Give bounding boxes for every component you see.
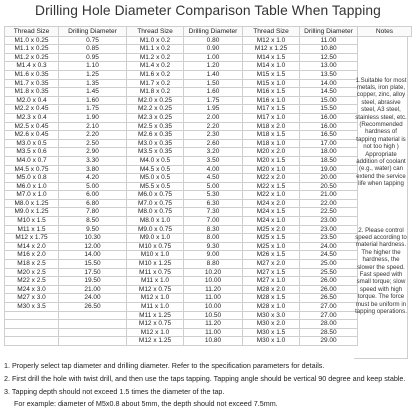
thread-size-cell: M30 x 3.5 <box>4 303 59 312</box>
thread-size-cell: M28 x 2.0 <box>243 286 300 295</box>
thread-size-cell: M25 x 2.0 <box>243 226 300 235</box>
drilling-diameter-cell: 4.50 <box>184 174 243 183</box>
drilling-diameter-cell: 2.00 <box>184 114 243 123</box>
drilling-diameter-cell: 20.00 <box>300 174 358 183</box>
table-row <box>4 269 412 278</box>
thread-size-cell <box>4 312 59 321</box>
thread-size-cell: M20 x 1.0 <box>243 166 300 175</box>
drilling-diameter-cell: 1.60 <box>59 97 127 106</box>
thread-size-cell: M5.0 x 0.8 <box>4 174 59 183</box>
drilling-diameter-cell: 28.50 <box>300 329 358 338</box>
drilling-diameter-cell: 1.45 <box>59 88 127 97</box>
table-row <box>4 226 412 235</box>
drilling-diameter-cell: 10.20 <box>184 269 243 278</box>
drilling-diameter-cell: 16.50 <box>300 131 358 140</box>
thread-size-cell: M1.0 x 0.25 <box>4 37 59 46</box>
drilling-diameter-cell: 12.00 <box>59 243 127 252</box>
drilling-diameter-cell: 18.50 <box>300 157 358 166</box>
thread-size-cell: M2.5 x 0.35 <box>127 123 184 132</box>
drilling-diameter-cell: 14.50 <box>300 88 358 97</box>
drilling-diameter-cell: 27.00 <box>300 312 358 321</box>
note-1: 1.Suitable for most metals, iron plate, copper, zinc, alloy steel, abrasive steel, A3 steel, stainless steel, etc.(Recommended hardness of tapping material is not too high ) Appropriate addition of coolant (e.g., water) can extend the service life when tapping <box>355 76 407 188</box>
thread-size-cell: M11 x 1.25 <box>127 312 184 321</box>
thread-size-cell: M10 x 1.0 <box>127 251 184 260</box>
thread-size-cell: M28 x 1.0 <box>243 303 300 312</box>
drilling-diameter-cell: 1.60 <box>184 88 243 97</box>
drilling-table <box>4 26 412 346</box>
drilling-diameter-cell: 23.50 <box>300 234 358 243</box>
drilling-diameter-cell: 24.50 <box>300 251 358 260</box>
drilling-diameter-cell: 22.50 <box>300 208 358 217</box>
drilling-diameter-cell: 1.20 <box>184 62 243 71</box>
thread-size-cell: M4.0 x 0.5 <box>127 157 184 166</box>
drilling-diameter-cell: 2.10 <box>59 123 127 132</box>
thread-size-cell: M20 x 2.5 <box>4 269 59 278</box>
thread-size-cell: M7.0 x 1.0 <box>4 191 59 200</box>
table-row <box>4 105 412 114</box>
header-drilling-diameter-2: Drilling Diameter <box>184 26 243 37</box>
drilling-diameter-cell: 15.50 <box>59 260 127 269</box>
drilling-diameter-cell: 14.00 <box>59 251 127 260</box>
thread-size-cell: M6.0 x 0.75 <box>127 191 184 200</box>
drilling-diameter-cell: 5.00 <box>59 183 127 192</box>
drilling-diameter-cell: 10.00 <box>184 277 243 286</box>
table-row <box>4 54 412 63</box>
thread-size-cell: M15 x 1.0 <box>243 80 300 89</box>
table-row <box>4 157 412 166</box>
footer-line-3: 3. Tapping depth should not exceed 1.5 times the diameter of the tap. <box>4 387 225 396</box>
thread-size-cell: M18 x 1.0 <box>243 140 300 149</box>
header-notes: Notes <box>358 26 412 37</box>
drilling-diameter-cell <box>59 320 127 329</box>
table-row <box>4 114 412 123</box>
thread-size-cell: M27 x 3.0 <box>4 294 59 303</box>
thread-size-cell: M8.0 x 1.25 <box>4 200 59 209</box>
thread-size-cell: M17 x 1.5 <box>243 105 300 114</box>
drilling-diameter-cell: 3.80 <box>59 166 127 175</box>
drilling-diameter-cell: 23.00 <box>300 217 358 226</box>
drilling-diameter-cell: 11.00 <box>184 329 243 338</box>
thread-size-cell: M8.0 x 1.0 <box>127 217 184 226</box>
drilling-diameter-cell: 20.50 <box>300 183 358 192</box>
thread-size-cell: M2.6 x 0.35 <box>127 131 184 140</box>
drilling-diameter-cell: 26.50 <box>59 303 127 312</box>
thread-size-cell: M1.8 x 0.2 <box>127 88 184 97</box>
footer-line-2: 2. First drill the hole with twist drill, and then use the taps tapping. Tapping angle should be vertical 90 degree and keep stable. <box>4 374 406 383</box>
table-row <box>4 62 412 71</box>
drilling-diameter-cell: 2.20 <box>184 123 243 132</box>
thread-size-cell: M5.5 x 0.5 <box>127 183 184 192</box>
thread-size-cell: M16 x 2.0 <box>4 251 59 260</box>
drilling-diameter-cell: 4.00 <box>184 166 243 175</box>
thread-size-cell: M2.5 x 0.45 <box>4 123 59 132</box>
thread-size-cell: M12 x 1.0 <box>243 37 300 46</box>
table-row <box>4 277 412 286</box>
drilling-diameter-cell: 2.60 <box>184 140 243 149</box>
thread-size-cell: M16 x 1.5 <box>243 88 300 97</box>
drilling-diameter-cell: 6.80 <box>59 200 127 209</box>
drilling-diameter-cell: 12.50 <box>300 54 358 63</box>
thread-size-cell: M28 x 1.5 <box>243 294 300 303</box>
drilling-diameter-cell: 3.20 <box>184 148 243 157</box>
table-row <box>4 251 412 260</box>
thread-size-cell: M9.0 x 1.0 <box>127 234 184 243</box>
drilling-diameter-cell: 14.00 <box>300 80 358 89</box>
drilling-diameter-cell: 2.50 <box>59 140 127 149</box>
drilling-diameter-cell: 11.00 <box>184 294 243 303</box>
drilling-diameter-cell: 16.00 <box>300 114 358 123</box>
table-row <box>4 243 412 252</box>
table-row <box>4 140 412 149</box>
thread-size-cell: M22 x 2.0 <box>243 174 300 183</box>
thread-size-cell: M12 x 0.75 <box>127 286 184 295</box>
thread-size-cell: M24 x 1.5 <box>243 208 300 217</box>
drilling-diameter-cell: 13.50 <box>300 71 358 80</box>
thread-size-cell: M18 x 1.5 <box>243 131 300 140</box>
table-row <box>4 200 412 209</box>
table-row <box>4 234 412 243</box>
thread-size-cell: M2.3 x 0.4 <box>4 114 59 123</box>
drilling-diameter-cell: 1.75 <box>59 105 127 114</box>
drilling-diameter-cell: 4.20 <box>59 174 127 183</box>
thread-size-cell: M4.5 x 0.75 <box>4 166 59 175</box>
thread-size-cell: M25 x 1.5 <box>243 234 300 243</box>
drilling-diameter-cell: 7.30 <box>184 208 243 217</box>
drilling-diameter-cell: 1.90 <box>59 114 127 123</box>
drilling-diameter-cell: 1.35 <box>59 80 127 89</box>
drilling-diameter-cell: 26.00 <box>300 286 358 295</box>
thread-size-cell: M14 x 1.0 <box>243 62 300 71</box>
thread-size-cell: M11 x 1.0 <box>127 303 184 312</box>
thread-size-cell: M8.0 x 0.75 <box>127 208 184 217</box>
thread-size-cell: M24 x 2.0 <box>243 200 300 209</box>
thread-size-cell: M22 x 1.5 <box>243 183 300 192</box>
thread-size-cell: M1.6 x 0.35 <box>4 71 59 80</box>
header-drilling-diameter-3: Drilling Diameter <box>300 26 358 37</box>
drilling-diameter-cell: 16.00 <box>300 123 358 132</box>
table-row <box>4 174 412 183</box>
thread-size-cell: M1.2 x 0.2 <box>127 54 184 63</box>
header-thread-size-1: Thread Size <box>4 26 59 37</box>
drilling-diameter-cell: 25.50 <box>300 269 358 278</box>
drilling-diameter-cell: 27.00 <box>300 303 358 312</box>
thread-size-cell: M2.2 x 0.45 <box>4 105 59 114</box>
drilling-diameter-cell: 11.20 <box>184 286 243 295</box>
table-row <box>4 131 412 140</box>
drilling-diameter-cell: 3.50 <box>184 157 243 166</box>
thread-size-cell: M2.6 x 0.45 <box>4 131 59 140</box>
thread-size-cell: M27 x 1.5 <box>243 269 300 278</box>
thread-size-cell: M2.0 x 0.25 <box>127 97 184 106</box>
drilling-diameter-cell: 15.00 <box>300 97 358 106</box>
thread-size-cell: M15 x 1.5 <box>243 71 300 80</box>
drilling-diameter-cell: 17.50 <box>59 269 127 278</box>
thread-size-cell: M3.0 x 0.5 <box>4 140 59 149</box>
thread-size-cell: M1.4 x 0.3 <box>4 62 59 71</box>
thread-size-cell: M11 x 0.75 <box>127 269 184 278</box>
header-thread-size-3: Thread Size <box>243 26 300 37</box>
footer-line-4: For example: diameter of M5x0.8 about 5mm, the depth should not exceed 7.5mm. <box>14 399 278 408</box>
thread-size-cell: M7.0 x 0.75 <box>127 200 184 209</box>
thread-size-cell: M2.2 x 0.25 <box>127 105 184 114</box>
table-row <box>4 286 412 295</box>
drilling-diameter-cell: 1.25 <box>59 71 127 80</box>
drilling-diameter-cell: 24.00 <box>300 243 358 252</box>
table-row <box>4 80 412 89</box>
thread-size-cell: M3.5 x 0.35 <box>127 148 184 157</box>
thread-size-cell: M9.0 x 1.25 <box>4 208 59 217</box>
thread-size-cell: M27 x 2.0 <box>243 260 300 269</box>
table-row <box>4 294 412 303</box>
table-row <box>4 217 412 226</box>
thread-size-cell: M3.5 x 0.6 <box>4 148 59 157</box>
drilling-diameter-cell: 22.00 <box>300 200 358 209</box>
thread-size-cell <box>4 337 59 346</box>
drilling-diameter-cell: 19.50 <box>59 277 127 286</box>
drilling-diameter-cell: 17.00 <box>300 140 358 149</box>
drilling-diameter-cell: 21.00 <box>300 191 358 200</box>
table-row <box>4 123 412 132</box>
drilling-diameter-cell: 5.30 <box>184 191 243 200</box>
thread-size-cell: M10 x 1.5 <box>4 217 59 226</box>
table-header-row <box>4 26 412 37</box>
drilling-diameter-cell: 8.00 <box>184 234 243 243</box>
drilling-diameter-cell: 10.00 <box>184 303 243 312</box>
drilling-diameter-cell: 8.30 <box>184 226 243 235</box>
thread-size-cell: M1.7 x 0.35 <box>4 80 59 89</box>
drilling-diameter-cell: 6.00 <box>59 191 127 200</box>
drilling-diameter-cell: 1.50 <box>184 80 243 89</box>
drilling-diameter-cell: 8.50 <box>59 217 127 226</box>
drilling-diameter-cell: 1.00 <box>184 54 243 63</box>
drilling-diameter-cell: 25.00 <box>300 260 358 269</box>
drilling-diameter-cell: 1.95 <box>184 105 243 114</box>
thread-size-cell: M30 x 1.0 <box>243 337 300 346</box>
drilling-diameter-cell: 1.75 <box>184 97 243 106</box>
drilling-diameter-cell: 0.75 <box>59 37 127 46</box>
thread-size-cell: M2.3 x 0.25 <box>127 114 184 123</box>
drilling-diameter-cell: 3.30 <box>59 157 127 166</box>
drilling-diameter-cell: 6.30 <box>184 200 243 209</box>
note-2: 2. Please control speed according to material hardness. The higher the hardness, the slower the speed. Fast speed with small torque; slow speed with high torque. The force must be uniform in tapping operations. <box>355 226 407 316</box>
thread-size-cell: M18 x 2.5 <box>4 260 59 269</box>
table-row <box>4 320 412 329</box>
drilling-diameter-cell: 9.00 <box>184 251 243 260</box>
drilling-diameter-cell: 11.20 <box>184 320 243 329</box>
thread-size-cell: M12 x 1.75 <box>4 234 59 243</box>
drilling-diameter-cell: 2.90 <box>59 148 127 157</box>
table-row <box>4 97 412 106</box>
thread-size-cell: M1.8 x 0.35 <box>4 88 59 97</box>
drilling-diameter-cell: 9.50 <box>59 226 127 235</box>
thread-size-cell: M10 x 0.75 <box>127 243 184 252</box>
drilling-diameter-cell: 24.00 <box>59 294 127 303</box>
footer-line-1: 1. Properly select tap diameter and drilling diameter. Refer to the specification parameters for details. <box>4 361 325 370</box>
table-row <box>4 88 412 97</box>
thread-size-cell: M4.0 x 0.7 <box>4 157 59 166</box>
thread-size-cell: M12 x 1.25 <box>127 337 184 346</box>
table-row <box>4 312 412 321</box>
drilling-diameter-cell: 10.30 <box>59 234 127 243</box>
drilling-diameter-cell: 10.80 <box>184 337 243 346</box>
header-thread-size-2: Thread Size <box>127 26 184 37</box>
drilling-diameter-cell: 18.00 <box>300 148 358 157</box>
table-row <box>4 37 412 46</box>
thread-size-cell: M1.1 x 0.25 <box>4 45 59 54</box>
page-title: Drilling Hole Diameter Comparison Table When Tapping <box>35 3 381 18</box>
thread-size-cell: M3.0 x 0.35 <box>127 140 184 149</box>
drilling-diameter-cell: 19.00 <box>300 166 358 175</box>
drilling-diameter-cell: 26.50 <box>300 294 358 303</box>
thread-size-cell: M27 x 1.0 <box>243 277 300 286</box>
drilling-diameter-cell: 10.50 <box>184 312 243 321</box>
thread-size-cell: M20 x 2.0 <box>243 148 300 157</box>
drilling-diameter-cell: 0.95 <box>59 54 127 63</box>
table-row <box>4 191 412 200</box>
drilling-diameter-cell: 1.10 <box>59 62 127 71</box>
thread-size-cell: M1.4 x 0.2 <box>127 62 184 71</box>
thread-size-cell: M25 x 1.0 <box>243 243 300 252</box>
thread-size-cell: M20 x 1.5 <box>243 157 300 166</box>
thread-size-cell: M11 x 1.0 <box>127 277 184 286</box>
notes-column <box>354 37 408 360</box>
drilling-diameter-cell: 29.00 <box>300 337 358 346</box>
drilling-diameter-cell: 23.00 <box>300 226 358 235</box>
table-row <box>4 260 412 269</box>
thread-size-cell: M2.0 x 0.4 <box>4 97 59 106</box>
table-row <box>4 208 412 217</box>
thread-size-cell: M1.6 x 0.2 <box>127 71 184 80</box>
drilling-diameter-cell: 7.00 <box>184 217 243 226</box>
thread-size-cell: M11 x 1.5 <box>4 226 59 235</box>
drilling-diameter-cell: 28.00 <box>300 320 358 329</box>
thread-size-cell: M12 x 1.25 <box>243 45 300 54</box>
thread-size-cell: M10 x 1.25 <box>127 260 184 269</box>
drilling-diameter-cell: 0.90 <box>184 45 243 54</box>
table-row <box>4 148 412 157</box>
drilling-diameter-cell: 7.80 <box>59 208 127 217</box>
thread-size-cell: M12 x 1.0 <box>127 329 184 338</box>
thread-size-cell <box>4 329 59 338</box>
drilling-diameter-cell: 1.40 <box>184 71 243 80</box>
drilling-diameter-cell: 21.00 <box>59 286 127 295</box>
thread-size-cell: M1.1 x 0.2 <box>127 45 184 54</box>
thread-size-cell: M26 x 1.5 <box>243 251 300 260</box>
table-row <box>4 183 412 192</box>
thread-size-cell: M17 x 1.0 <box>243 114 300 123</box>
drilling-diameter-cell: 15.50 <box>300 105 358 114</box>
drilling-diameter-cell: 0.85 <box>59 45 127 54</box>
thread-size-cell: M22 x 2.5 <box>4 277 59 286</box>
thread-size-cell: M12 x 1.0 <box>127 294 184 303</box>
drilling-diameter-cell: 10.80 <box>300 45 358 54</box>
thread-size-cell <box>4 320 59 329</box>
thread-size-cell: M14 x 2.0 <box>4 243 59 252</box>
drilling-diameter-cell <box>59 337 127 346</box>
thread-size-cell: M14 x 1.5 <box>243 54 300 63</box>
thread-size-cell: M24 x 1.0 <box>243 217 300 226</box>
drilling-diameter-cell <box>59 312 127 321</box>
thread-size-cell: M24 x 3.0 <box>4 286 59 295</box>
table-row <box>4 45 412 54</box>
drilling-diameter-cell: 13.00 <box>300 62 358 71</box>
drilling-diameter-cell <box>59 329 127 338</box>
thread-size-cell: M30 x 3.0 <box>243 312 300 321</box>
drilling-diameter-cell: 9.30 <box>184 243 243 252</box>
thread-size-cell: M4.5 x 0.5 <box>127 166 184 175</box>
header-drilling-diameter-1: Drilling Diameter <box>59 26 127 37</box>
table-row <box>4 303 412 312</box>
thread-size-cell: M1.2 x 0.25 <box>4 54 59 63</box>
thread-size-cell: M1.7 x 0.2 <box>127 80 184 89</box>
thread-size-cell: M5.0 x 0.5 <box>127 174 184 183</box>
thread-size-cell: M9.0 x 0.75 <box>127 226 184 235</box>
drilling-diameter-cell: 8.80 <box>184 260 243 269</box>
drilling-diameter-cell: 2.30 <box>184 131 243 140</box>
thread-size-cell: M22 x 1.0 <box>243 191 300 200</box>
drilling-diameter-cell: 26.00 <box>300 277 358 286</box>
table-row <box>4 71 412 80</box>
table-row <box>4 329 412 338</box>
table-body <box>4 37 412 346</box>
thread-size-cell: M6.0 x 1.0 <box>4 183 59 192</box>
table-row <box>4 166 412 175</box>
drilling-diameter-cell: 0.80 <box>184 37 243 46</box>
drilling-diameter-cell: 11.00 <box>300 37 358 46</box>
drilling-diameter-cell: 5.00 <box>184 183 243 192</box>
thread-size-cell: M18 x 2.0 <box>243 123 300 132</box>
thread-size-cell: M12 x 0.75 <box>127 320 184 329</box>
thread-size-cell: M30 x 1.5 <box>243 329 300 338</box>
thread-size-cell: M1.0 x 0.2 <box>127 37 184 46</box>
drilling-diameter-cell: 2.20 <box>59 131 127 140</box>
thread-size-cell: M30 x 2.0 <box>243 320 300 329</box>
thread-size-cell: M16 x 1.0 <box>243 97 300 106</box>
table-row <box>4 337 412 346</box>
